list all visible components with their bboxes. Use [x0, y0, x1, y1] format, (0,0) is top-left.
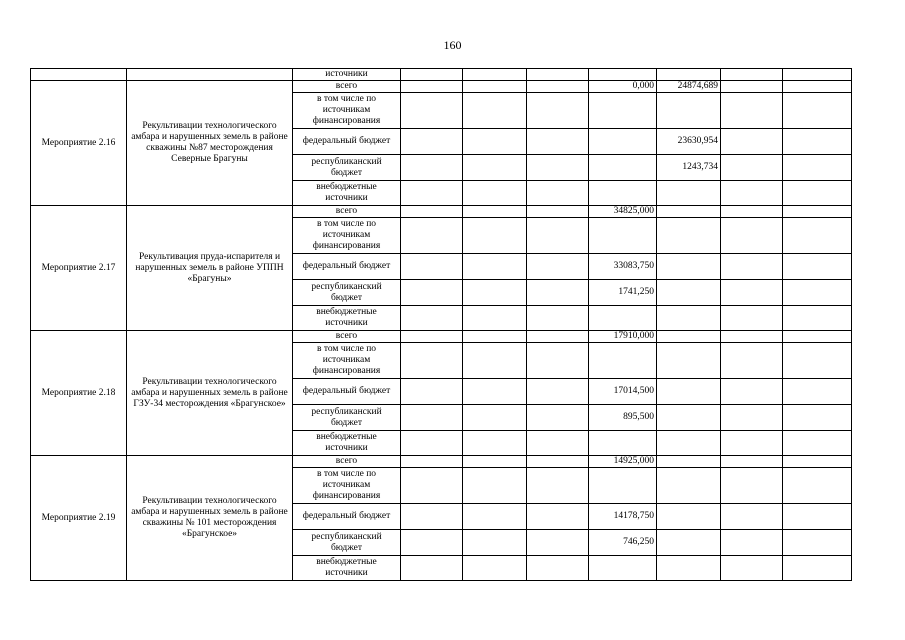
value-cell [783, 379, 852, 405]
value-cell [721, 218, 783, 254]
table-body [31, 69, 852, 581]
event-name: Мероприятие 2.16 [31, 81, 127, 206]
value-cell [657, 468, 721, 504]
table-row [31, 456, 852, 468]
value-cell [463, 306, 527, 331]
value-cell [783, 306, 852, 331]
value-cell [721, 331, 783, 343]
value-cell [783, 343, 852, 379]
value-cell [657, 379, 721, 405]
funding-source-label: внебюджетные источники [293, 306, 401, 331]
value-cell [783, 206, 852, 218]
value-cell [589, 218, 657, 254]
value-cell: 746,250 [589, 530, 657, 556]
value-cell [783, 468, 852, 504]
value-cell [783, 431, 852, 456]
value-cell [721, 206, 783, 218]
table-cell [589, 69, 657, 81]
value-cell [783, 93, 852, 129]
value-cell [589, 93, 657, 129]
value-cell: 24874,689 [657, 81, 721, 93]
value-cell [463, 379, 527, 405]
table-row [31, 206, 852, 218]
value-cell [527, 181, 589, 206]
value-cell [527, 218, 589, 254]
budget-table [30, 68, 852, 581]
table-cell [783, 69, 852, 81]
value-cell [463, 456, 527, 468]
table-row [31, 81, 852, 93]
value-cell [527, 431, 589, 456]
funding-source-label: республиканский бюджет [293, 530, 401, 556]
value-cell: 1243,734 [657, 155, 721, 181]
value-cell [401, 93, 463, 129]
value-cell [463, 206, 527, 218]
value-cell: 33083,750 [589, 254, 657, 280]
value-cell [527, 379, 589, 405]
value-cell [721, 405, 783, 431]
value-cell [527, 155, 589, 181]
funding-source-label: республиканский бюджет [293, 155, 401, 181]
table-row [31, 331, 852, 343]
funding-source-label: федеральный бюджет [293, 254, 401, 280]
table-cell [127, 69, 293, 81]
value-cell [527, 129, 589, 155]
value-cell [401, 306, 463, 331]
value-cell [527, 254, 589, 280]
table-cell [657, 69, 721, 81]
value-cell: 34825,000 [589, 206, 657, 218]
value-cell [527, 530, 589, 556]
funding-source-label: в том числе по источникам финансирования [293, 343, 401, 379]
value-cell [527, 206, 589, 218]
event-description: Рекультивации технологического амбара и нарушенных земель в районе скважины №87 месторождения Северные Брагуны [127, 81, 293, 206]
table-cell [463, 69, 527, 81]
event-description: Рекультивации технологического амбара и нарушенных земель в районе скважины № 101 месторождения «Брагунское» [127, 456, 293, 581]
value-cell [401, 129, 463, 155]
value-cell [721, 530, 783, 556]
value-cell [401, 254, 463, 280]
value-cell [463, 218, 527, 254]
value-cell [463, 468, 527, 504]
funding-source-label: внебюджетные источники [293, 431, 401, 456]
value-cell [721, 456, 783, 468]
value-cell [401, 343, 463, 379]
value-cell [527, 81, 589, 93]
value-cell [657, 405, 721, 431]
value-cell [721, 129, 783, 155]
funding-source-label: всего [293, 331, 401, 343]
table-cell [721, 69, 783, 81]
value-cell [589, 556, 657, 581]
value-cell [657, 530, 721, 556]
value-cell [657, 556, 721, 581]
value-cell [783, 254, 852, 280]
value-cell [721, 155, 783, 181]
funding-source-label: всего [293, 206, 401, 218]
value-cell [721, 431, 783, 456]
event-name: Мероприятие 2.19 [31, 456, 127, 581]
value-cell [589, 343, 657, 379]
value-cell [657, 218, 721, 254]
value-cell [527, 331, 589, 343]
value-cell [783, 280, 852, 306]
value-cell [721, 306, 783, 331]
value-cell: 23630,954 [657, 129, 721, 155]
value-cell [463, 343, 527, 379]
value-cell [783, 331, 852, 343]
table-row [31, 69, 852, 81]
value-cell [657, 504, 721, 530]
value-cell [657, 343, 721, 379]
value-cell [527, 343, 589, 379]
value-cell [783, 155, 852, 181]
value-cell [721, 468, 783, 504]
value-cell [657, 254, 721, 280]
value-cell: 17014,500 [589, 379, 657, 405]
value-cell [657, 331, 721, 343]
value-cell [527, 504, 589, 530]
value-cell [783, 530, 852, 556]
value-cell [463, 181, 527, 206]
value-cell [463, 129, 527, 155]
value-cell [721, 93, 783, 129]
value-cell [401, 556, 463, 581]
value-cell [657, 306, 721, 331]
value-cell [589, 306, 657, 331]
value-cell [589, 129, 657, 155]
value-cell [783, 556, 852, 581]
table-cell [31, 69, 127, 81]
value-cell: 895,500 [589, 405, 657, 431]
value-cell [463, 93, 527, 129]
value-cell [401, 379, 463, 405]
table-cell [527, 69, 589, 81]
value-cell [527, 93, 589, 129]
value-cell [401, 331, 463, 343]
value-cell [783, 181, 852, 206]
value-cell [721, 379, 783, 405]
event-description: Рекультивации технологического амбара и нарушенных земель в районе ГЗУ-34 месторождения «Брагунское» [127, 331, 293, 456]
value-cell [401, 530, 463, 556]
value-cell [527, 468, 589, 504]
value-cell [657, 456, 721, 468]
funding-source-label: всего [293, 81, 401, 93]
value-cell [657, 206, 721, 218]
value-cell: 14178,750 [589, 504, 657, 530]
funding-source-label: в том числе по источникам финансирования [293, 468, 401, 504]
funding-source-label: федеральный бюджет [293, 504, 401, 530]
value-cell: 0,000 [589, 81, 657, 93]
value-cell [527, 280, 589, 306]
value-cell [589, 468, 657, 504]
value-cell [401, 468, 463, 504]
funding-source-label: внебюджетные источники [293, 181, 401, 206]
value-cell [783, 81, 852, 93]
value-cell [401, 206, 463, 218]
value-cell [783, 456, 852, 468]
value-cell [721, 81, 783, 93]
value-cell [721, 504, 783, 530]
value-cell [657, 93, 721, 129]
page-number: 160 [443, 38, 462, 52]
value-cell [589, 181, 657, 206]
value-cell [463, 530, 527, 556]
value-cell [657, 431, 721, 456]
value-cell [657, 181, 721, 206]
funding-source-label: в том числе по источникам финансирования [293, 218, 401, 254]
value-cell [783, 504, 852, 530]
value-cell [401, 280, 463, 306]
value-cell [721, 343, 783, 379]
value-cell [721, 556, 783, 581]
value-cell: 14925,000 [589, 456, 657, 468]
value-cell [401, 504, 463, 530]
event-name: Мероприятие 2.17 [31, 206, 127, 331]
value-cell [527, 306, 589, 331]
value-cell [721, 181, 783, 206]
value-cell [589, 155, 657, 181]
source-cell: источники [293, 69, 401, 81]
value-cell [463, 280, 527, 306]
value-cell [589, 431, 657, 456]
value-cell [463, 504, 527, 530]
funding-source-label: федеральный бюджет [293, 129, 401, 155]
value-cell [401, 431, 463, 456]
value-cell [527, 405, 589, 431]
funding-source-label: в том числе по источникам финансирования [293, 93, 401, 129]
funding-source-label: республиканский бюджет [293, 405, 401, 431]
funding-source-label: республиканский бюджет [293, 280, 401, 306]
table-cell [401, 69, 463, 81]
value-cell [783, 218, 852, 254]
value-cell [463, 431, 527, 456]
event-description: Рекультивация пруда-испарителя и нарушенных земель в районе УППН «Брагуны» [127, 206, 293, 331]
value-cell [401, 81, 463, 93]
value-cell [463, 405, 527, 431]
value-cell [401, 456, 463, 468]
funding-source-label: внебюджетные источники [293, 556, 401, 581]
value-cell [401, 405, 463, 431]
value-cell [783, 405, 852, 431]
value-cell [463, 254, 527, 280]
value-cell: 17910,000 [589, 331, 657, 343]
funding-source-label: всего [293, 456, 401, 468]
event-name: Мероприятие 2.18 [31, 331, 127, 456]
value-cell: 1741,250 [589, 280, 657, 306]
value-cell [463, 81, 527, 93]
value-cell [463, 155, 527, 181]
value-cell [527, 556, 589, 581]
value-cell [721, 280, 783, 306]
value-cell [401, 218, 463, 254]
value-cell [721, 254, 783, 280]
value-cell [527, 456, 589, 468]
value-cell [657, 280, 721, 306]
value-cell [783, 129, 852, 155]
value-cell [463, 556, 527, 581]
funding-source-label: федеральный бюджет [293, 379, 401, 405]
value-cell [463, 331, 527, 343]
value-cell [401, 181, 463, 206]
value-cell [401, 155, 463, 181]
